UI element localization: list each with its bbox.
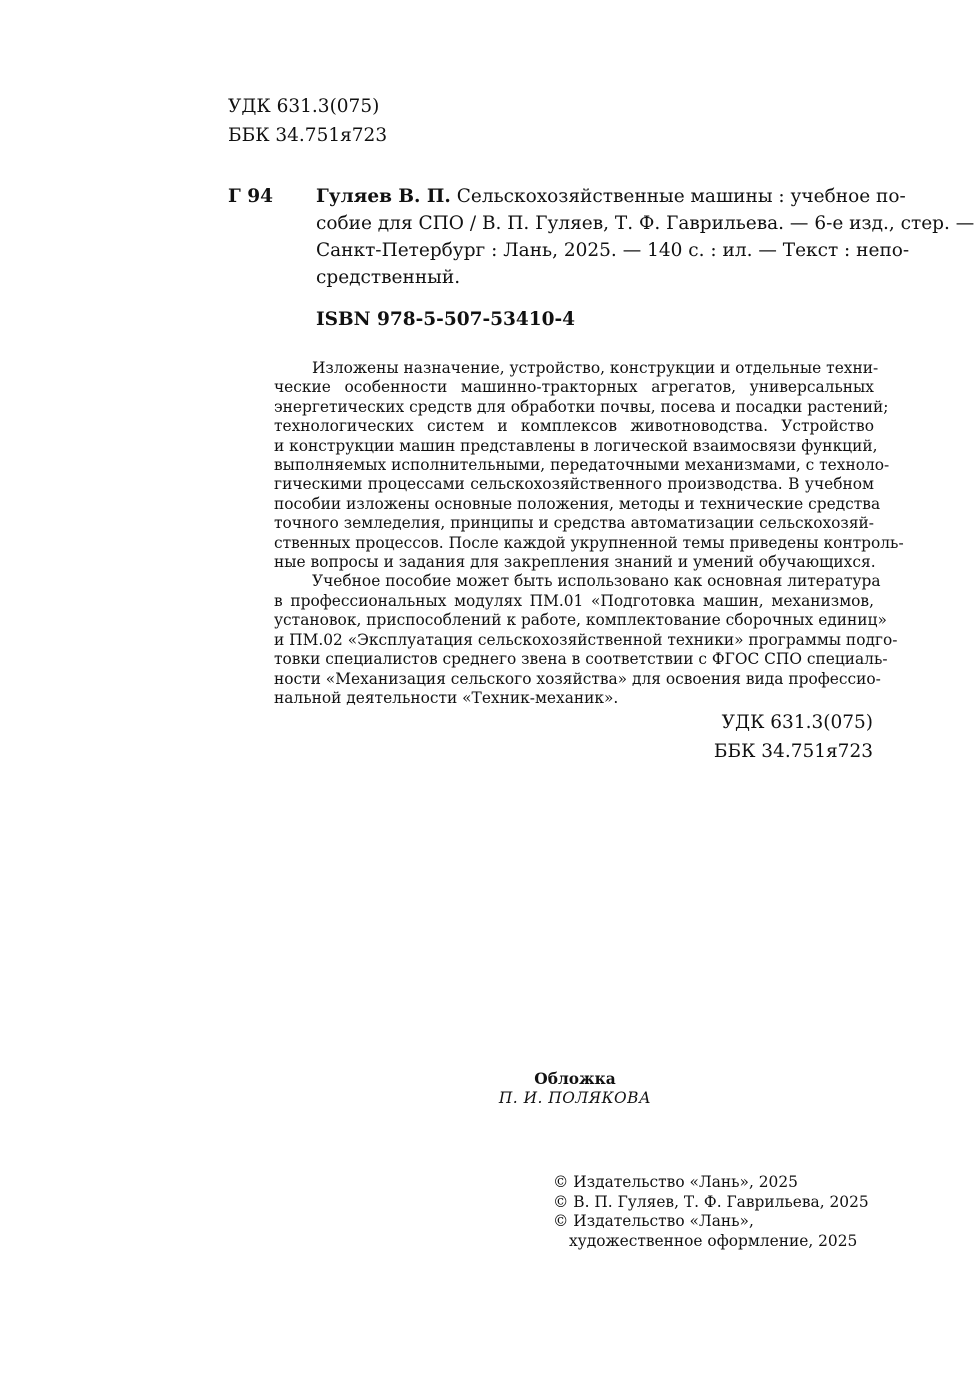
abstract-line: энергетических средств для обработки почвы, посева и посадки растений;: [274, 397, 889, 416]
abstract-line: установок, приспособлений к работе, комплектование сборочных единиц»: [274, 611, 887, 630]
copyright-line: © Издательство «Лань»,: [553, 1212, 754, 1231]
abstract-line: Учебное пособие может быть использовано как основная литература: [312, 572, 881, 591]
cover-label: Обложка: [534, 1070, 616, 1088]
classification-codes-top: [228, 92, 387, 150]
entry-line-1: [228, 183, 906, 210]
copyright-block: [553, 1173, 869, 1251]
author-name: Гуляев В. П.: [316, 186, 451, 207]
abstract-line: ственных процессов. После каждой укрупненной темы приведены контроль-: [274, 533, 904, 552]
cover-designer: П. И. ПОЛЯКОВА: [498, 1089, 652, 1107]
copyright-line: © Издательство «Лань», 2025: [553, 1173, 798, 1191]
abstract-line: технологических систем и комплексов животноводства. Устройство: [274, 417, 874, 436]
abstract-line: ности «Механизация сельского хозяйства» для освоения вида профессио-: [274, 669, 881, 688]
entry-line-3: Санкт-Петербург : Лань, 2025. — 140 с. : ил. — Текст : непо-: [316, 240, 910, 261]
abstract-line: в профессиональных модулях ПМ.01 «Подготовка машин, механизмов,: [274, 591, 874, 610]
abstract-line: Изложены назначение, устройство, конструкции и отдельные техни-: [312, 359, 879, 377]
abstract-line: гическими процессами сельскохозяйственного производства. В учебном: [274, 475, 874, 494]
abstract-line: точного земледелия, принципы и средства автоматизации сельскохозяй-: [274, 514, 874, 533]
author-mark: Г 94: [228, 186, 273, 207]
abstract-line: пособии изложены основные положения, методы и технические средства: [274, 494, 881, 513]
entry-line-2: собие для СПО / В. П. Гуляев, Т. Ф. Гаврильева. — 6-е изд., стер. —: [316, 213, 975, 234]
isbn: ISBN 978-5-507-53410-4: [316, 309, 576, 330]
abstract-line: товки специалистов среднего звена в соответствии с ФГОС СПО специаль-: [274, 650, 888, 669]
abstract: [274, 359, 904, 708]
abstract-line: выполняемых исполнительными, передаточными механизмами, с техноло-: [274, 456, 890, 475]
bibliographic-entry: [228, 183, 975, 291]
cover-credit: [465, 1070, 685, 1108]
bbk-code: ББК 34.751я723: [713, 741, 873, 762]
title-text: Сельскохозяйственные машины : учебное по-: [456, 186, 906, 207]
classification-codes-bottom: [714, 708, 873, 766]
copyright-line: © В. П. Гуляев, Т. Ф. Гаврильева, 2025: [553, 1192, 869, 1211]
abstract-line: ные вопросы и задания для закрепления знаний и умений обучающихся.: [274, 553, 876, 572]
entry-line-4: средственный.: [316, 267, 461, 288]
abstract-line: ческие особенности машинно-тракторных агрегатов, универсальных: [274, 378, 874, 397]
udk-code: УДК 631.3(075): [721, 712, 873, 733]
bbk-code: ББК 34.751я723: [228, 125, 388, 146]
udk-code: УДК 631.3(075): [228, 96, 380, 117]
abstract-line: и конструкции машин представлены в логической взаимосвязи функций,: [274, 436, 878, 455]
abstract-line: нальной деятельности «Техник-механик».: [274, 688, 619, 707]
abstract-line: и ПМ.02 «Эксплуатация сельскохозяйственной техники» программы подго-: [274, 630, 898, 649]
copyright-line: художественное оформление, 2025: [569, 1231, 858, 1250]
